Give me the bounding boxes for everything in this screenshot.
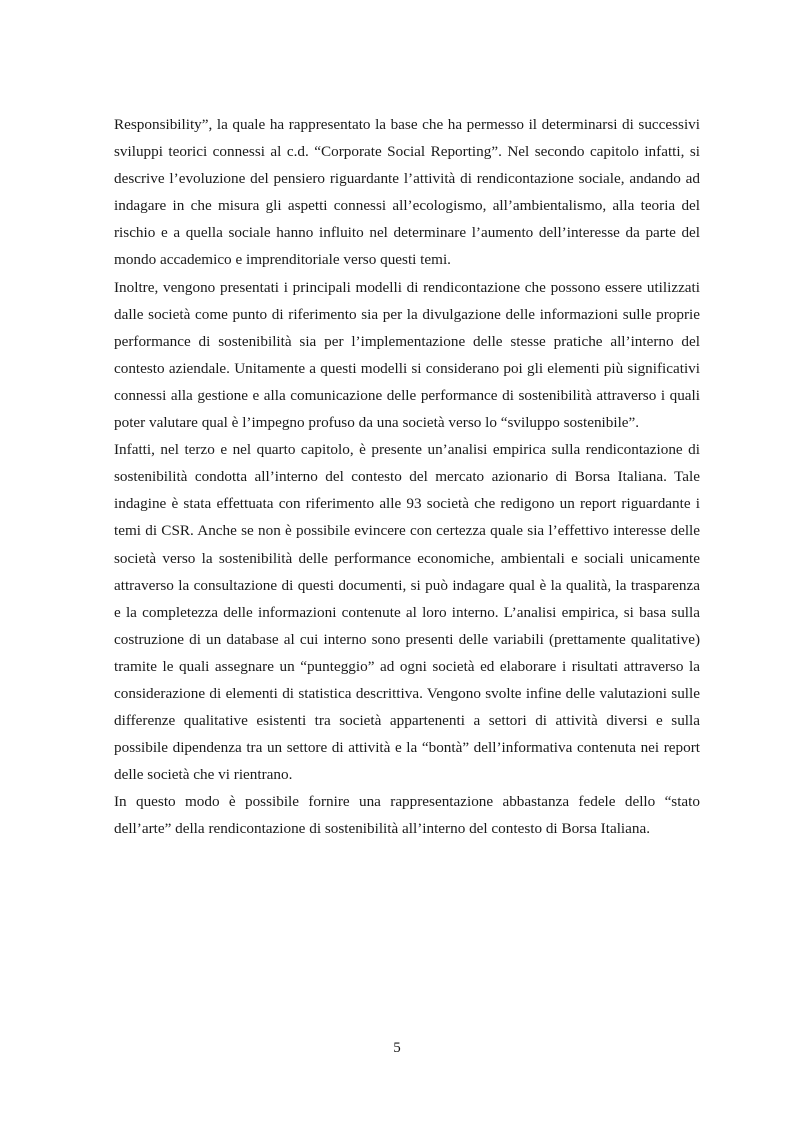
body-text bbox=[114, 111, 700, 843]
paragraph-3: Infatti, nel terzo e nel quarto capitolo, è presente un’analisi empirica sulla rendicontazione di sostenibilità condotta all’interno del contesto del mercato azionario di Borsa Italiana. Tale indagine è stata effettuata con riferimento alle 93 società che redigono un report riguardante i temi di CSR. Anche se non è possibile evincere con certezza quale sia l’effettivo interesse delle società verso la sostenibilità delle performance economiche, ambientali e sociali unicamente attraverso la consultazione di questi documenti, si può indagare qual è la qualità, la trasparenza e la completezza delle informazioni contenute al loro interno. L’analisi empirica, si basa sulla costruzione di un database al cui interno sono presenti delle variabili (prettamente qualitative) tramite le quali assegnare un “punteggio” ad ogni società ed elaborare i risultati attraverso la considerazione di elementi di statistica descrittiva. Vengono svolte infine delle valutazioni sulle differenze qualitative esistenti tra società appartenenti a settori di attività diversi e sulla possibile dipendenza tra un settore di attività e la “bontà” dell’informativa contenuta nei report delle società che vi rientrano. bbox=[114, 441, 700, 784]
page-number: 5 bbox=[393, 1040, 401, 1056]
paragraph-4: In questo modo è possibile fornire una rappresentazione abbastanza fedele dello “stato dell’arte” della rendicontazione di sostenibilità all’interno del contesto di Borsa Italiana. bbox=[114, 793, 700, 838]
paragraph-1: Responsibility”, la quale ha rappresentato la base che ha permesso il determinarsi di successivi sviluppi teorici connessi al c.d. “Corporate Social Reporting”. Nel secondo capitolo infatti, si descrive l’evoluzione del pensiero riguardante l’attività di rendicontazione sociale, andando ad indagare in che misura gli aspetti connessi all’ecologismo, all’ambientalismo, alla teoria del rischio e a quella sociale hanno influito nel determinare l’aumento dell’interesse da parte del mondo accademico e imprenditoriale verso questi temi. bbox=[114, 116, 700, 269]
paragraph-2: Inoltre, vengono presentati i principali modelli di rendicontazione che possono essere utilizzati dalle società come punto di riferimento sia per la divulgazione delle informazioni sulle proprie performance di sostenibilità sia per l’implementazione delle stesse pratiche all’interno del contesto aziendale. Unitamente a questi modelli si considerano poi gli elementi più significativi connessi alla gestione e alla comunicazione delle performance di sostenibilità attraverso i quali poter valutare qual è l’impegno profuso da una società verso lo “sviluppo sostenibile”. bbox=[114, 278, 700, 432]
